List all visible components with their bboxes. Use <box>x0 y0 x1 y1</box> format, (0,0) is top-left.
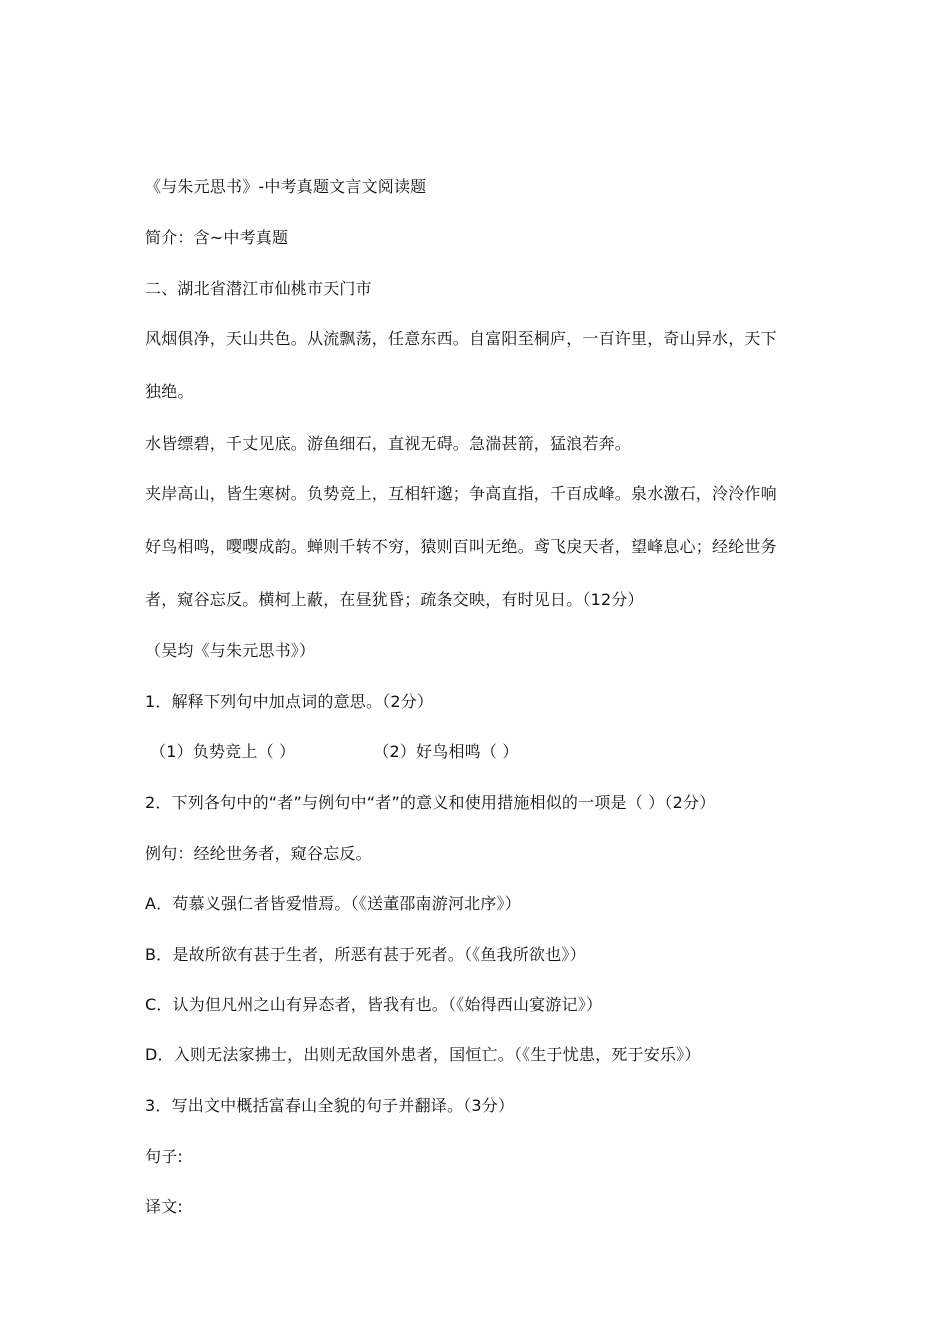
question-3-stem: 3．写出文中概括富春山全貌的句子并翻译。（3分） <box>145 1096 515 1115</box>
passage-source: （吴均《与朱元思书》） <box>145 641 316 660</box>
document-title: 《与朱元思书》-中考真题文言文阅读题 <box>145 177 427 196</box>
question-2-option-a: A．苟慕义强仁者皆爱惜焉。（《送董邵南游河北序》） <box>145 894 521 913</box>
question-2-example: 例句：经纶世务者，窥谷忘反。 <box>145 844 372 863</box>
passage-line-2: 独绝。 <box>145 382 194 401</box>
question-1-stem: 1．解释下列句中加点词的意思。（2分） <box>145 692 434 711</box>
passage-line-1: 风烟俱净，天山共色。从流飘荡，任意东西。自富阳至桐庐，一百许里，奇山异水，天下 <box>145 329 777 348</box>
passage-line-3: 水皆缥碧，千丈见底。游鱼细石，直视无碍。急湍甚箭，猛浪若奔。 <box>145 434 632 453</box>
question-1-item-2: （2）好鸟相鸣（ ） <box>373 742 519 761</box>
question-3-sentence-label: 句子: <box>145 1147 183 1166</box>
question-1-items <box>150 741 820 763</box>
question-1-item-1: （1）负势竞上（ ） <box>150 742 296 761</box>
passage-line-4: 夹岸高山，皆生寒树。负势竞上，互相轩邈；争高直指，千百成峰。泉水激石，泠泠作响 <box>145 484 777 503</box>
passage-line-6: 者，窥谷忘反。横柯上蔽，在昼犹昏；疏条交映，有时见日。（12分） <box>145 590 644 609</box>
passage-line-5: 好鸟相鸣，嘤嘤成韵。蝉则千转不穷，猿则百叫无绝。鸢飞戾天者，望峰息心；经纶世务 <box>145 537 777 556</box>
question-2-stem: 2．下列各句中的“者”与例句中“者”的意义和使用措施相似的一项是（ ）（2分） <box>145 793 716 812</box>
question-2-option-c: C．认为但凡州之山有异态者，皆我有也。（《始得西山宴游记》） <box>145 995 603 1014</box>
intro-line: 简介：含~中考真题 <box>145 228 289 247</box>
question-2-option-b: B．是故所欲有甚于生者，所恶有甚于死者。（《鱼我所欲也》） <box>145 945 586 964</box>
question-2-option-d: D．入则无法家拂士，出则无敌国外患者，国恒亡。（《生于忧患，死于安乐》） <box>145 1045 701 1064</box>
section-heading: 二、湖北省潜江市仙桃市天门市 <box>145 279 372 298</box>
question-3-translation-label: 译文: <box>145 1197 183 1216</box>
